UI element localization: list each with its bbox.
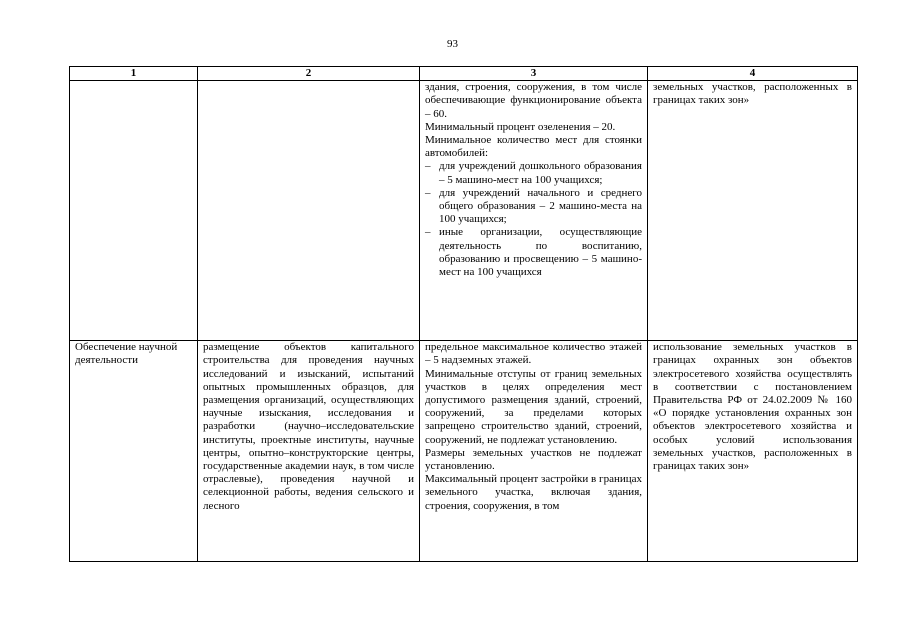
dash-marker: – (425, 226, 431, 239)
cell-r2-c3 (420, 341, 648, 562)
table-row (70, 81, 858, 341)
header-col-3: 3 (420, 67, 648, 81)
paragraph: Размеры земельных участков не подлежат установлению. (425, 446, 642, 473)
header-row (70, 67, 858, 81)
list-item-text: для учреждений начального и среднего общего образования – 2 машино-места на 100 учащихся; (439, 186, 642, 226)
cell-r1-c2 (198, 81, 420, 341)
cell-r1-c1 (70, 81, 198, 341)
list-item (425, 187, 642, 227)
regulations-table (69, 66, 858, 562)
cell-r1-c4 (648, 81, 858, 341)
paragraph: размещение объектов капитального строительства для проведения научных исследований и изысканий, испытаний опытных промышленных образцов, для размещения организаций, осуществляющих научные изыскания, исследования и разработки (научно–исследовательские институты, проектные институты, научные центры, опытно–конструкторские центры, государственные академии наук, в том числе отраслевые), проведения научной и селекционной работы, ведения сельского и лесного (203, 341, 414, 512)
dash-marker: – (425, 186, 431, 199)
cell-r1-c3 (420, 81, 648, 341)
paragraph: Минимальный процент озеленения – 20. (425, 120, 616, 133)
list-item (425, 226, 642, 279)
paragraph: Максимальный процент застройки в границах земельного участка, включая здания, строения, сооружения, в том (425, 473, 642, 512)
list-item (425, 160, 642, 186)
cell-r2-c1 (70, 341, 198, 562)
list-item-text: иные организации, осуществляющие деятельность по воспитанию, образованию и просвещению – 5 машино-мест на 100 учащихся (439, 226, 642, 279)
list-item-text: для учреждений дошкольного образования – 5 машино-мест на 100 учащихся; (439, 160, 642, 186)
header-col-1: 1 (70, 67, 198, 81)
header-col-4: 4 (648, 67, 858, 81)
cell-r2-c2 (198, 341, 420, 562)
paragraph: земельных участков, расположенных в границах таких зон» (653, 81, 852, 107)
paragraph: Минимальное количество мест для стоянки автомобилей: (425, 134, 642, 160)
cell-r2-c4 (648, 341, 858, 562)
paragraph: использование земельных участков в границах охранных зон объектов электросетевого хозяйства осуществлять в соответствии с постановлением Правительства РФ от 24.02.2009 № 160 «О порядке установления охранных зон объектов электросетевого хозяйства и особых условий использования земельных участков, расположенных в границах таких зон» (653, 341, 852, 473)
paragraph: здания, строения, сооружения, в том числе обеспечивающие функционирование объекта – 60. (425, 81, 642, 120)
land-use-type: Обеспечение научной деятельности (75, 341, 178, 367)
paragraph: предельное максимальное количество этажей – 5 надземных этажей. (425, 341, 642, 367)
header-col-2: 2 (198, 67, 420, 81)
page-number: 93 (447, 38, 458, 50)
dash-marker: – (425, 160, 431, 173)
paragraph: Минимальные отступы от границ земельных участков в целях определения мест допустимого размещения зданий, строений, сооружений, за пределами которых запрещено строительство зданий, строений, сооружений, не подлежат установлению. (425, 367, 642, 446)
table-row (70, 341, 858, 562)
